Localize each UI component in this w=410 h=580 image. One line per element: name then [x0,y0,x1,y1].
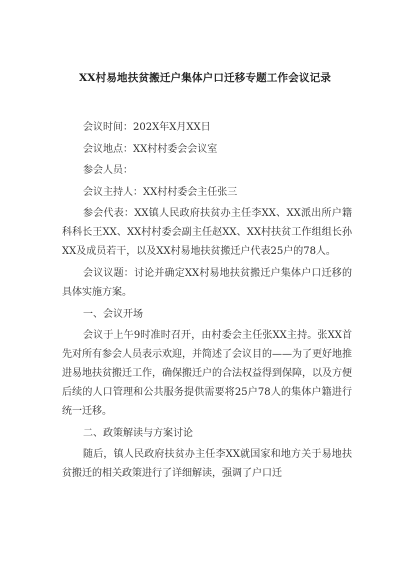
meeting-agenda: 会议议题：讨论并确定XX村易地扶贫搬迁户集体户口迁移的具体实施方案。 [62,267,352,298]
meeting-host: 会议主持人：XX村村委会主任张三 [83,186,238,198]
section-heading-opening: 一、会议开场 [83,308,143,320]
section-heading-policy: 二、政策解读与方案讨论 [83,427,193,439]
meeting-location: 会议地点：XX村村委会会议室 [83,143,218,155]
opening-paragraph: 会议于上午9时准时召开，由村委会主任张XX主持。张XX首先对所有参会人员表示欢迎，并简述了会议目的——为了更好地推进易地扶贫搬迁工作，确保搬迁户的合法权益得到保障，以及方便后续的人口管理和公共服务提供需要将25户78人的集体户籍进行统一迁移。 [62,330,352,418]
attendees-heading: 参会人员： [83,165,133,177]
document-body [62,118,352,486]
policy-paragraph: 随后，镇人民政府扶贫办主任李XX就国家和地方关于易地扶贫搬迁的相关政策进行了详细解读，强调了户口迁 [62,449,352,480]
meeting-time: 会议时间：202X年X月XX日 [83,122,211,133]
attendee-representatives: 参会代表：XX镇人民政府扶贫办主任李XX、XX派出所户籍科科长王XX、XX村村委会副主任赵XX、XX村扶贫工作组组长孙XX及成员若干，以及XX村易地扶贫搬迁户代表25户的78人。 [62,208,352,258]
document-title: XX村易地扶贫搬迁户集体户口迁移专题工作会议记录 [78,72,332,84]
